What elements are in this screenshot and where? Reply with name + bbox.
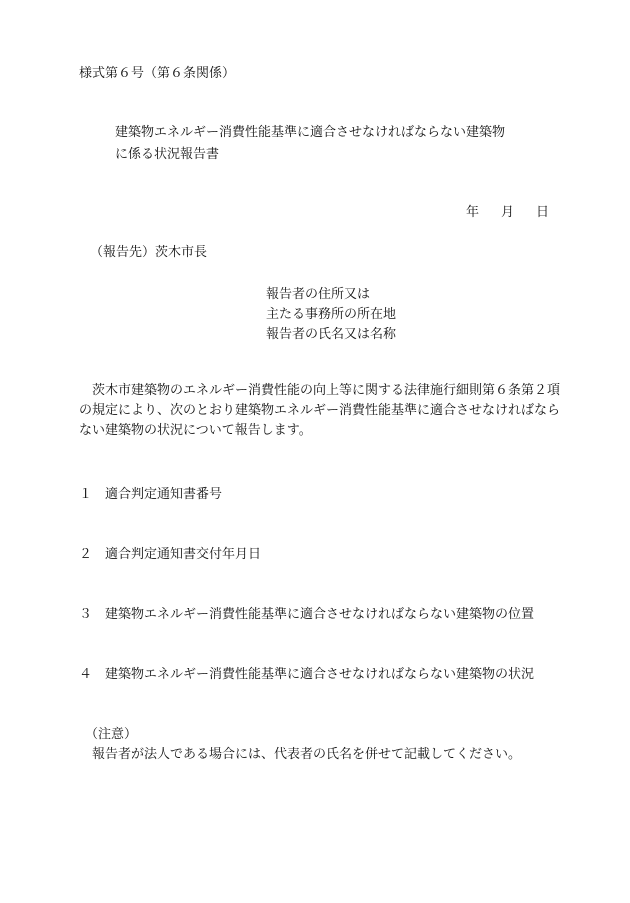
notes-text: 報告者が法人である場合には、代表者の氏名を併せて記載してください。 [92,747,522,762]
item-number: １ [79,487,93,502]
item-label: 建築物エネルギー消費性能基準に適合させなければならない建築物の位置 [105,607,535,622]
list-item [79,605,534,625]
item-number: ２ [79,547,93,562]
reporter-address-label: 報告者の住所又は [266,287,371,302]
reporter-name-label: 報告者の氏名又は名称 [266,327,397,342]
item-label: 適合判定通知書交付年月日 [105,547,262,562]
list-item [79,665,534,685]
year-label: 年 [466,205,480,220]
document-title-continued: に係る状況報告書 [115,147,220,162]
list-item [79,545,261,565]
document-title: 建築物エネルギー消費性能基準に適合させなければならない建築物 [115,125,506,140]
date-line [466,203,549,223]
body-paragraph: 茨木市建築物のエネルギー消費性能の向上等に関する法律施行細則第６条第２項の規定により、次のとおり建築物エネルギー消費性能基準に適合させなければならない建築物の状況について報告します。 [79,383,561,438]
item-label: 建築物エネルギー消費性能基準に適合させなければならない建築物の状況 [105,667,535,682]
item-number: ３ [79,607,93,622]
addressee: （報告先）茨木市長 [90,245,208,260]
reporter-office-label: 主たる事務所の所在地 [266,307,397,322]
form-number: 様式第６号（第６条関係） [79,66,236,81]
day-label: 日 [536,205,550,220]
notes-heading: （注意） [85,727,138,742]
item-label: 適合判定通知書番号 [105,487,223,502]
item-number: ４ [79,667,93,682]
month-label: 月 [501,205,515,220]
list-item [79,485,222,505]
